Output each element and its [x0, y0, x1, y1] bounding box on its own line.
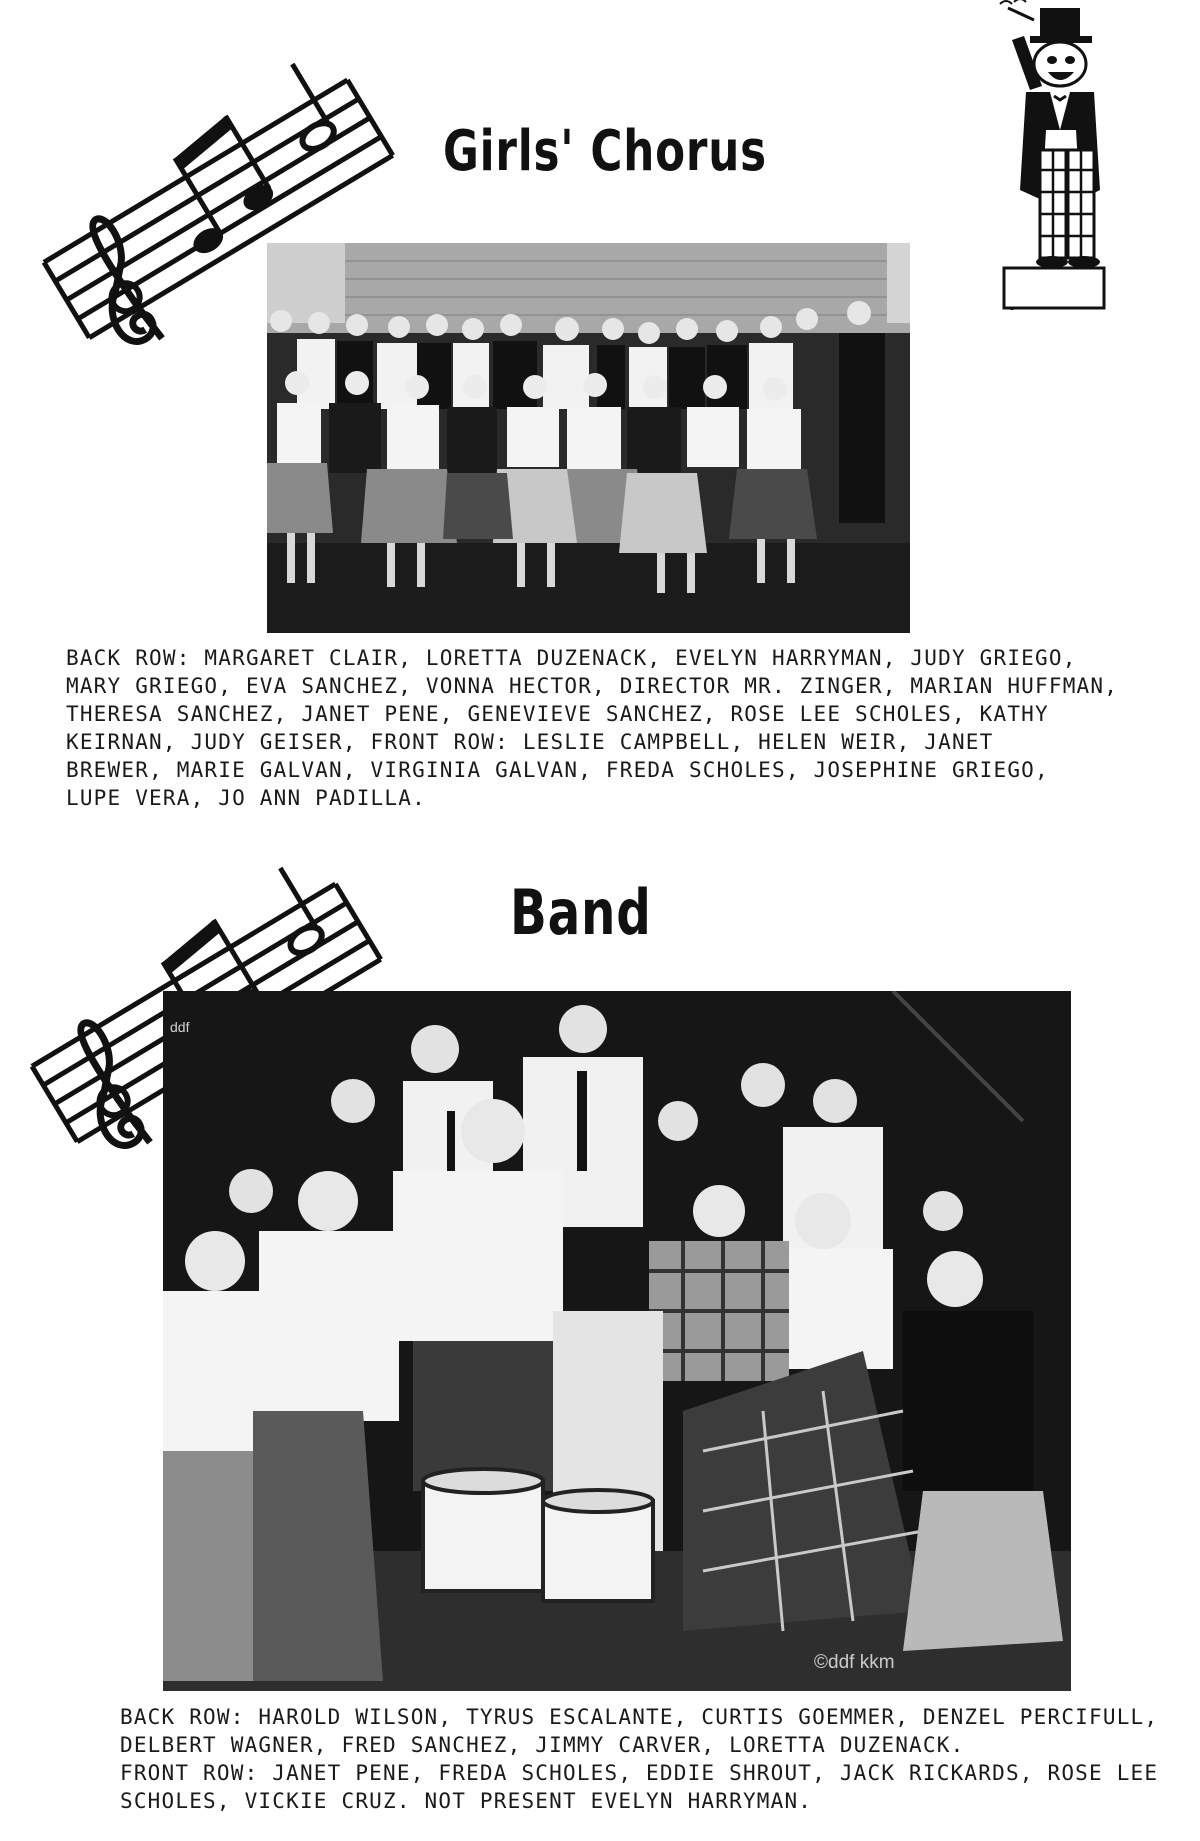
chorus-photo: [267, 243, 910, 633]
chorus-caption-line: KEIRNAN, JUDY GEISER, FRONT ROW: LESLIE CAMPBELL, HELEN WEIR, JANET: [66, 730, 994, 754]
conductor-cartoon-icon: [990, 0, 1110, 310]
watermark: ©ddf kkm: [814, 1652, 895, 1673]
chorus-caption-line: BACK ROW: MARGARET CLAIR, LORETTA DUZENACK, EVELYN HARRYMAN, JUDY GRIEGO,: [66, 646, 1077, 670]
band-caption: [120, 1703, 1158, 1815]
band-caption-line: SCHOLES, VICKIE CRUZ. NOT PRESENT EVELYN HARRYMAN.: [120, 1789, 813, 1813]
chorus-caption-line: BREWER, MARIE GALVAN, VIRGINIA GALVAN, FREDA SCHOLES, JOSEPHINE GRIEGO,: [66, 758, 1049, 782]
band-caption-line: BACK ROW: HAROLD WILSON, TYRUS ESCALANTE, CURTIS GOEMMER, DENZEL PERCIFULL,: [120, 1705, 1159, 1729]
band-caption-line: FRONT ROW: JANET PENE, FREDA SCHOLES, EDDIE SHROUT, JACK RICKARDS, ROSE LEE: [120, 1761, 1159, 1785]
chorus-title: Girls' Chorus: [443, 119, 767, 184]
chorus-caption-line: MARY GRIEGO, EVA SANCHEZ, VONNA HECTOR, DIRECTOR MR. ZINGER, MARIAN HUFFMAN,: [66, 674, 1119, 698]
band-caption-line: DELBERT WAGNER, FRED SANCHEZ, JIMMY CARVER, LORETTA DUZENACK.: [120, 1733, 965, 1757]
chorus-caption-line: LUPE VERA, JO ANN PADILLA.: [66, 786, 426, 810]
chorus-caption-line: THERESA SANCHEZ, JANET PENE, GENEVIEVE SANCHEZ, ROSE LEE SCHOLES, KATHY: [66, 702, 1049, 726]
band-title: Band: [510, 876, 652, 949]
chorus-caption: [66, 644, 1118, 812]
band-photo: [163, 991, 1071, 1691]
chorus-photo-image: [267, 243, 910, 633]
band-photo-image: [163, 991, 1071, 1691]
watermark-small: ddf: [170, 1019, 190, 1035]
